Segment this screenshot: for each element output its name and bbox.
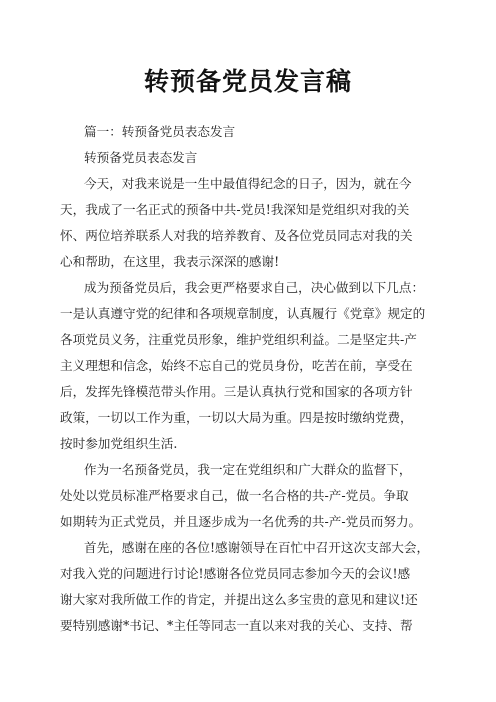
paragraph-line: 处处以党员标准严格要求自己，做一名合格的共-产-党员。争取 bbox=[60, 488, 409, 503]
paragraph-line: 要特别感谢*书记、*主任等同志一直以来对我的关心、支持、帮 bbox=[60, 618, 413, 633]
paragraph-line: 作为一名预备党员，我一定在党组织和广大群众的监督下， bbox=[84, 462, 412, 477]
section-heading: 篇一：转预备党员表态发言 bbox=[84, 124, 236, 139]
document-title: 转预备党员发言稿 bbox=[143, 67, 352, 96]
paragraph-line: 按时参加党组织生活. bbox=[60, 436, 178, 451]
subheading: 转预备党员表态发言 bbox=[84, 150, 198, 165]
paragraph-line: 主义理想和信念，始终不忘自己的党员身份，吃苦在前，享受在 bbox=[60, 358, 413, 373]
paragraph-line: 如期转为正式党员，并且逐步成为一名优秀的共-产-党员而努力。 bbox=[60, 514, 422, 529]
paragraph-line: 一是认真遵守党的纪律和各项规章制度，认真履行《党章》规定的 bbox=[60, 306, 426, 321]
paragraph-line: 怀、两位培养联系人对我的培养教育、及各位党员同志对我的关 bbox=[60, 228, 413, 243]
paragraph-line: 后，发挥先锋模范带头作用。三是认真执行党和国家的各项方针 bbox=[60, 384, 413, 399]
paragraph-line: 天，我成了一名正式的预备中共-党员!我深知是党组织对我的关 bbox=[60, 202, 410, 217]
paragraph-line: 首先，感谢在座的各位!感谢领导在百忙中召开这次支部大会， bbox=[84, 540, 430, 555]
paragraph-line: 政策，一切以工作为重，一切以大局为重。四是按时缴纳党费， bbox=[60, 410, 413, 425]
paragraph-line: 心和帮助，在这里，我表示深深的感谢! bbox=[60, 254, 280, 269]
paragraph-line: 对我入党的问题进行讨论!感谢各位党员同志参加今天的会议!感 bbox=[60, 566, 411, 581]
paragraph-line: 各项党员义务，注重党员形象，维护党组织利益。二是坚定共-产 bbox=[60, 332, 417, 347]
paragraph-line: 今天，对我来说是一生中最值得纪念的日子，因为，就在今 bbox=[84, 176, 412, 191]
paragraph-line: 谢大家对我所做工作的肯定，并提出这么多宝贵的意见和建议!还 bbox=[60, 592, 418, 607]
paragraph-line: 成为预备党员后，我会更严格要求自己，决心做到以下几点： bbox=[84, 280, 425, 295]
